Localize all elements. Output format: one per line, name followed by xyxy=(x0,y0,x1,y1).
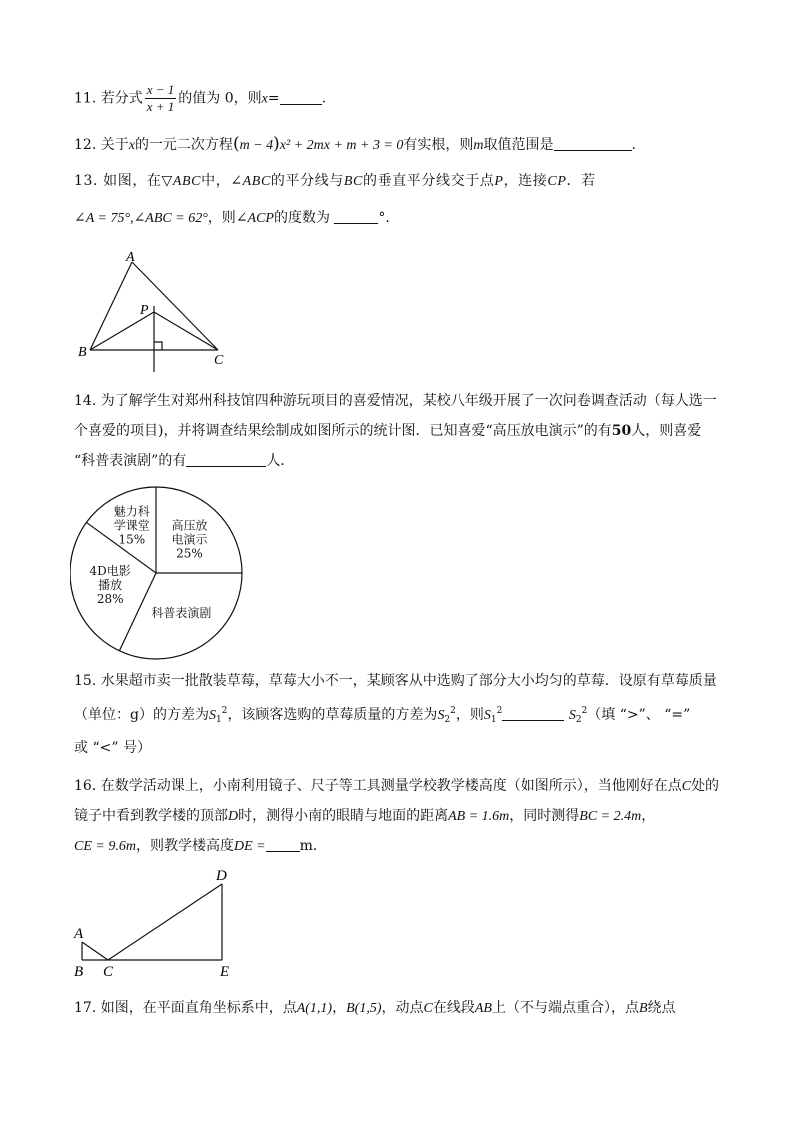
q13-l1-end: ．若 xyxy=(566,173,596,189)
pie-slice-label: 15% xyxy=(118,532,146,547)
q15-l2-tail: （填 “>”、 “=” xyxy=(587,707,691,723)
q15-l2-mid2: ，则 xyxy=(455,707,484,723)
q13-l2-mid: ，则 xyxy=(207,210,236,226)
q13-l1-mid: 中， xyxy=(201,173,231,189)
question-16-line-1 xyxy=(74,776,719,797)
question-16-line-2 xyxy=(74,806,655,827)
q17-point-a: A(1,1) xyxy=(296,1001,333,1016)
q15-s2: S xyxy=(437,708,445,723)
q14-l2-prefix: 个喜爱的项目)，并将调查结果绘制成如图所示的统计图．已知喜爱“高压放电演示”的有 xyxy=(74,423,612,439)
q17-ab: AB xyxy=(474,1001,492,1016)
question-13-line-2 xyxy=(74,208,399,229)
question-14-line-3 xyxy=(74,451,294,471)
q13-angles: ∠A = 75°,∠ABC = 62° xyxy=(74,211,208,226)
q15-s1-sup: 2 xyxy=(221,706,228,716)
q17-sep: ， xyxy=(332,1000,347,1016)
q13-label-b: B xyxy=(78,345,87,360)
q16-l3-mid: ，则教学楼高度 xyxy=(135,838,234,854)
pie-slice-label: 25% xyxy=(176,546,203,561)
q11-mid: 的值为 0，则 xyxy=(178,90,262,107)
pie-labels xyxy=(90,503,212,619)
pie-slice-label: 4D电影 xyxy=(89,563,131,578)
q16-ab: AB = 1.6m xyxy=(448,809,510,824)
q13-angle-acp: ∠ACP xyxy=(235,211,274,226)
q13-angle-abc: ∠ABC xyxy=(230,174,271,189)
q11-fraction xyxy=(145,82,177,115)
q14-l1: 14. 为了解学生对郑州科技馆四种游玩项目的喜爱情况，某校八年级开展了一次问卷调查活动（每人选一 xyxy=(74,393,717,409)
q12-eq-m4: m − 4 xyxy=(239,138,274,153)
q13-p: P xyxy=(494,174,504,189)
q11-var: x xyxy=(261,91,268,107)
q11-denominator: x + 1 xyxy=(146,99,175,114)
q13-l1-tail: 的垂直平分线交于点 xyxy=(363,173,495,189)
q17-prefix: 17. 如图，在平面直角坐标系中，点 xyxy=(74,1000,297,1016)
pie-slice-label: 科普表演剧 xyxy=(151,605,212,620)
pie-slice-label: 学课堂 xyxy=(113,518,150,533)
q15-s1-b-sup: 2 xyxy=(496,706,503,716)
q13-seg-ab xyxy=(90,262,132,350)
q17-mid2: 在线段 xyxy=(432,1000,475,1016)
q15-l3: 或 “<” 号） xyxy=(74,740,151,756)
q16-seg-ac xyxy=(82,942,108,960)
q15-s1: S xyxy=(208,708,216,723)
q16-d: D xyxy=(228,809,239,824)
pie-slice-label: 电演示 xyxy=(171,532,208,547)
question-17 xyxy=(74,998,676,1019)
q14-l2-num: 50 xyxy=(611,423,632,439)
q17-c: C xyxy=(423,1001,433,1016)
q11-numerator: x − 1 xyxy=(146,82,175,97)
q16-seg-cd xyxy=(108,884,222,960)
q14-l3-end: 人． xyxy=(266,453,295,469)
question-11 xyxy=(74,82,326,115)
q16-l2-end: ， xyxy=(641,808,656,824)
q16-label-c: C xyxy=(103,964,114,980)
q15-s2-b-sup: 2 xyxy=(581,706,588,716)
q13-l2-end: °． xyxy=(378,210,400,226)
q16-l3-end: m． xyxy=(299,838,327,854)
q12-tail: 取值范围是 xyxy=(483,137,554,153)
q12-mid: 的一元二次方程 xyxy=(134,137,233,153)
q11-answer-blank[interactable] xyxy=(280,90,322,105)
q12-paren-close: ) xyxy=(273,134,280,154)
q15-s2-sup: 2 xyxy=(450,706,456,716)
q13-label-a: A xyxy=(126,250,135,265)
q16-c: C xyxy=(681,779,692,794)
q12-eq-rest: x² + 2mx + m + 3 = 0 xyxy=(279,138,404,153)
q12-after: 有实根，则 xyxy=(403,137,474,153)
q15-l1: 15. 水果超市卖一批散装草莓，草莓大小不一，某顾客从中选购了部分大小均匀的草莓．设原有草莓质量 xyxy=(74,673,717,689)
q17-tail: 上（不与端点重合），点 xyxy=(491,1000,639,1016)
q16-ce: CE = 9.6m xyxy=(74,839,136,854)
q11-end: . xyxy=(321,90,327,107)
question-15-line-3 xyxy=(74,738,151,758)
q16-l2-mid2: ，同时测得 xyxy=(509,808,580,824)
q15-s1-sub: 1 xyxy=(215,715,222,725)
q13-triangle: ▽ABC xyxy=(161,174,202,189)
q17-end: 绕点 xyxy=(647,1000,676,1016)
q12-end: . xyxy=(631,137,636,153)
q13-l1-tail2: ，连接 xyxy=(503,173,548,189)
q13-cp: CP xyxy=(547,174,567,189)
q12-answer-blank[interactable] xyxy=(554,136,632,151)
question-12 xyxy=(74,134,636,156)
q16-label-b: B xyxy=(74,964,84,980)
q15-s1-b-sub: 1 xyxy=(490,715,497,725)
pie-slice-label: 28% xyxy=(96,591,124,606)
q15-s2-b-sub: 2 xyxy=(575,715,582,725)
q16-answer-blank[interactable] xyxy=(266,837,300,852)
q14-l2-tail: 人，则喜爱 xyxy=(631,423,702,439)
q16-label-e: E xyxy=(220,964,230,980)
q13-label-p: P xyxy=(140,303,149,318)
q11-eq: = xyxy=(267,90,280,107)
q17-mid: ，动点 xyxy=(381,1000,424,1016)
q15-s2-b: S xyxy=(568,708,576,723)
question-15-line-1 xyxy=(74,671,717,691)
q16-l1-tail: 处的 xyxy=(691,778,720,794)
q13-l1-mid2: 的平分线与 xyxy=(270,173,344,189)
question-16-line-3 xyxy=(74,836,327,857)
question-13-line-1 xyxy=(74,171,596,192)
q15-s2-sub: 2 xyxy=(444,715,451,725)
q16-bc: BC = 2.4m xyxy=(579,809,642,824)
q16-mirror-figure xyxy=(70,864,250,982)
q17-b2: B xyxy=(638,1001,648,1016)
q12-prefix: 12. 关于 xyxy=(74,137,129,153)
q13-answer-blank[interactable] xyxy=(334,209,378,224)
q17-point-b: B(1,5) xyxy=(346,1001,382,1016)
q16-l2-prefix: 镜子中看到教学楼的顶部 xyxy=(74,808,228,824)
q12-var-x: x xyxy=(128,138,135,153)
question-14-line-1 xyxy=(74,391,717,411)
q15-l2-mid: ，该顾客选购的草莓质量的方差为 xyxy=(227,707,438,723)
q11-prefix: 11. 若分式 xyxy=(74,90,143,107)
q15-l2-prefix: （单位：g）的方差为 xyxy=(74,707,209,723)
q16-de: DE = xyxy=(233,839,266,854)
q12-paren-open: ( xyxy=(232,134,240,154)
question-14-line-2 xyxy=(74,421,701,441)
pie-slice-label: 魅力科 xyxy=(113,504,150,519)
q16-label-d: D xyxy=(216,868,227,884)
q16-label-a: A xyxy=(74,926,84,942)
q13-l1-prefix: 13. 如图，在 xyxy=(74,173,162,189)
q13-l2-tail: 的度数为 xyxy=(273,210,330,226)
q13-right-angle-mark xyxy=(154,342,162,350)
q13-bc: BC xyxy=(343,174,363,189)
q12-var-m: m xyxy=(473,138,484,153)
pie-slice-label: 播放 xyxy=(98,577,123,592)
question-15-line-2 xyxy=(74,705,690,726)
q14-answer-blank[interactable] xyxy=(186,452,266,467)
pie-slice-label: 高压放 xyxy=(171,518,208,533)
q14-pie-chart xyxy=(70,486,246,662)
q16-l2-mid: 时，测得小南的眼睛与地面的距离 xyxy=(238,808,449,824)
q13-label-c: C xyxy=(214,353,224,368)
q16-l1-prefix: 16. 在数学活动课上，小南利用镜子、尺子等工具测量学校教学楼高度（如图所示），当他刚好在点 xyxy=(74,778,682,794)
q14-l3-prefix: “科普表演剧”的有 xyxy=(74,453,187,469)
q15-answer-blank[interactable] xyxy=(502,706,564,721)
q15-s1-b: S xyxy=(483,708,491,723)
q13-triangle-figure xyxy=(72,246,242,376)
